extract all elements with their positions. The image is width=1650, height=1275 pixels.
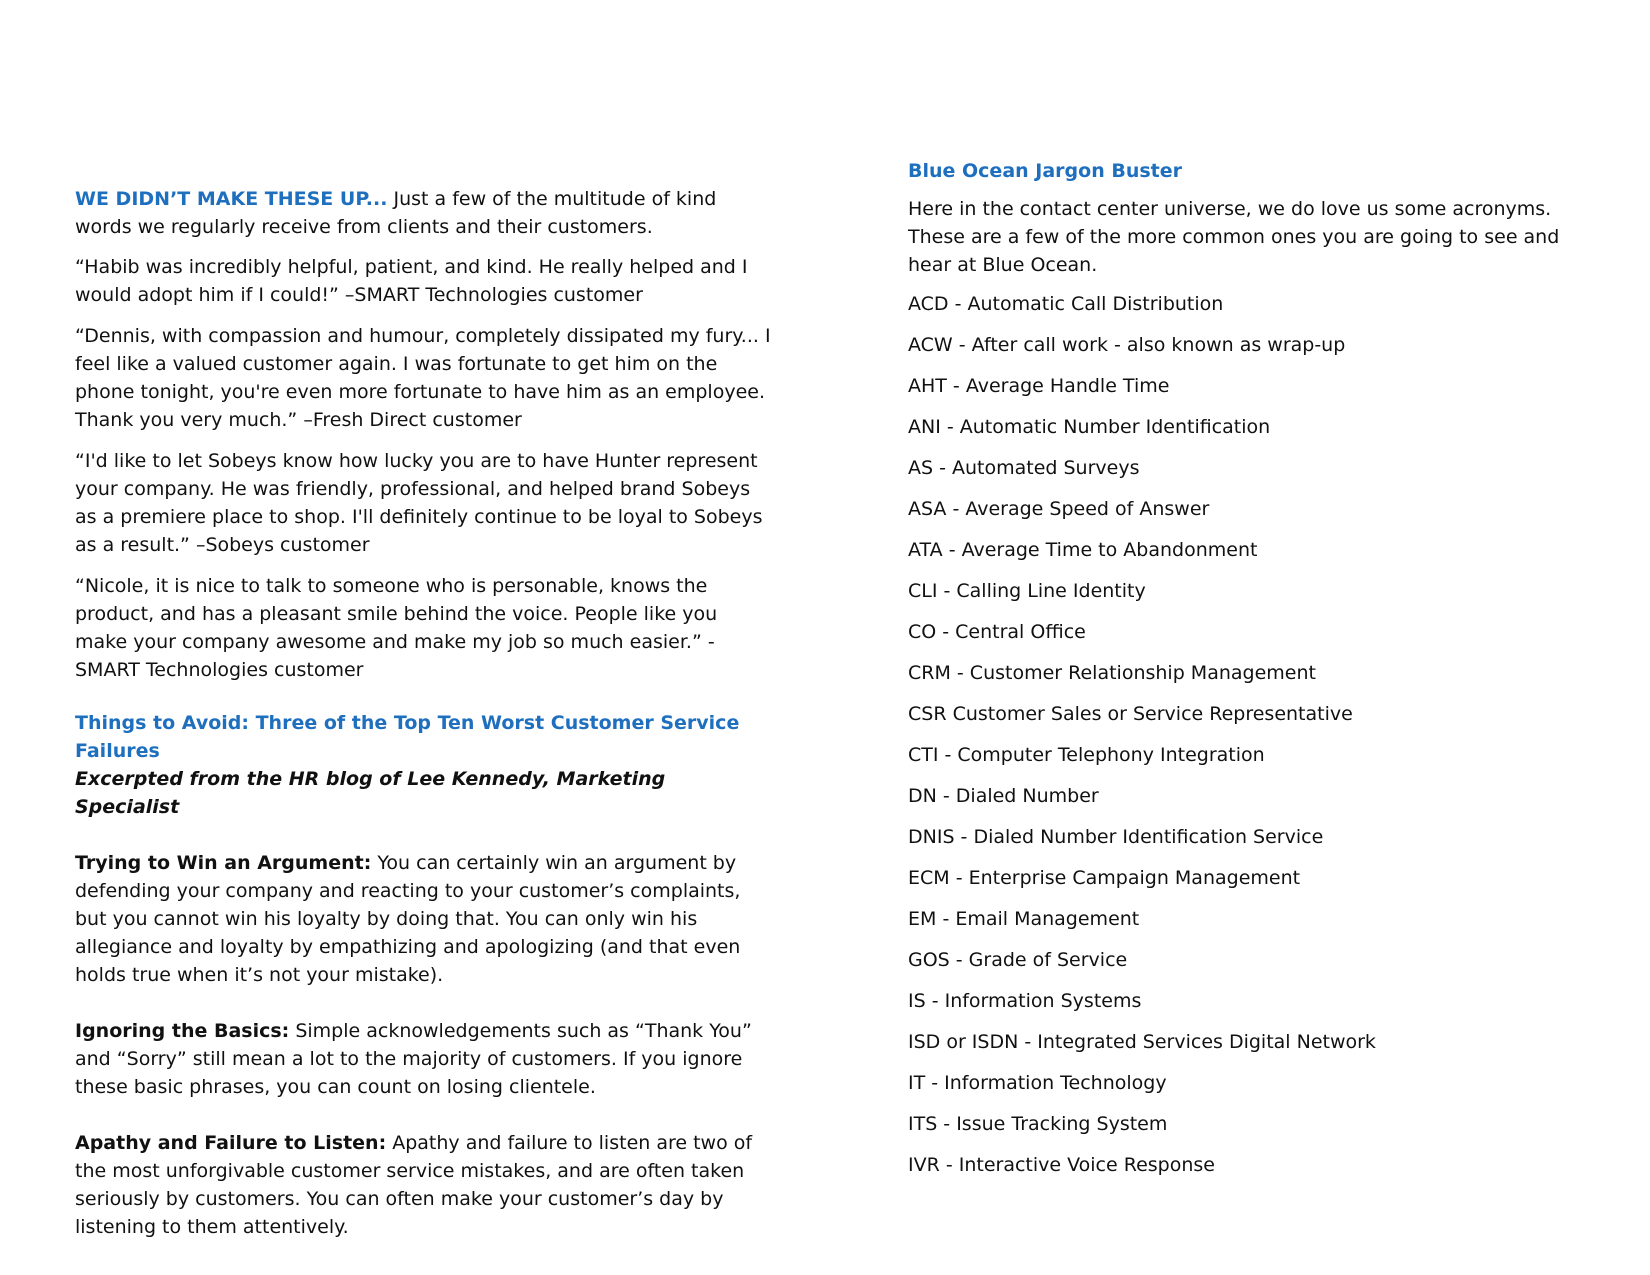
- acronym-item: CRM - Customer Relationship Management: [908, 662, 1316, 684]
- testimonial-quote: “Dennis, with compassion and humour, completely dissipated my fury... I feel like a valued customer again. I was fortunate to get him on the phone tonight, you're even more fortunate to have him as an employee. Thank you very much.” –Fresh Direct customer: [75, 325, 771, 431]
- avoid-heading: Things to Avoid: Three of the Top Ten Worst Customer Service Failures: [75, 712, 740, 762]
- failure-item-title: Trying to Win an Argument:: [75, 852, 372, 874]
- jargon-heading: Blue Ocean Jargon Buster: [908, 160, 1182, 182]
- failure-item-title: Apathy and Failure to Listen:: [75, 1132, 387, 1154]
- intro-paragraph: [75, 185, 775, 241]
- acronym-item: ITS - Issue Tracking System: [908, 1113, 1168, 1135]
- acronym-item: IT - Information Technology: [908, 1072, 1167, 1094]
- left-column: [75, 185, 775, 1241]
- acronym-item: CSR Customer Sales or Service Representative: [908, 703, 1353, 725]
- failure-item-title: Ignoring the Basics:: [75, 1020, 290, 1042]
- intro-text: Just a few of the multitude of kind words we regularly receive from clients and their customers.: [75, 188, 717, 238]
- acronym-item: ATA - Average Time to Abandonment: [908, 539, 1258, 561]
- failure-item: [75, 1017, 775, 1101]
- avoid-subheading: Excerpted from the HR blog of Lee Kennedy, Marketing Specialist: [75, 768, 666, 818]
- acronym-item: ISD or ISDN - Integrated Services Digital Network: [908, 1031, 1376, 1053]
- acronym-item: AS - Automated Surveys: [908, 457, 1140, 479]
- acronym-item: DN - Dialed Number: [908, 785, 1099, 807]
- testimonial-quote: “I'd like to let Sobeys know how lucky you are to have Hunter represent your company. He was friendly, professional, and helped brand Sobeys as a premiere place to shop. I'll definitely continue to be loyal to Sobeys as a result.” –Sobeys customer: [75, 450, 763, 556]
- acronym-item: IVR - Interactive Voice Response: [908, 1154, 1215, 1176]
- failure-item: [75, 849, 775, 989]
- acronym-item: IS - Information Systems: [908, 990, 1142, 1012]
- testimonial-quote: “Nicole, it is nice to talk to someone who is personable, knows the product, and has a pleasant smile behind the voice. People like you make your company awesome and make my job so much easier.” -SMART Technologies customer: [75, 575, 718, 681]
- acronym-item: CO - Central Office: [908, 621, 1086, 643]
- failure-item-text: You can certainly win an argument by defending your company and reacting to your customer’s complaints, but you cannot win his loyalty by doing that. You can only win his allegiance and loyalty by empathizing and apologizing (and that even holds true when it’s not your mistake).: [75, 852, 741, 986]
- acronym-item: ACD - Automatic Call Distribution: [908, 293, 1224, 315]
- failure-item-text: Apathy and failure to listen are two of the most unforgivable customer service mistakes, and are often taken seriously by customers. You can often make your customer’s day by listening to them attentively.: [75, 1132, 753, 1238]
- acronym-item: EM - Email Management: [908, 908, 1140, 930]
- acronym-item: GOS - Grade of Service: [908, 949, 1128, 971]
- right-column: [908, 157, 1588, 1192]
- intro-heading: WE DIDN’T MAKE THESE UP...: [75, 188, 388, 210]
- acronym-item: DNIS - Dialed Number Identification Service: [908, 826, 1324, 848]
- testimonial-quote: “Habib was incredibly helpful, patient, and kind. He really helped and I would adopt him if I could!” –SMART Technologies customer: [75, 256, 748, 306]
- acronym-item: ACW - After call work - also known as wrap-up: [908, 334, 1346, 356]
- acronym-item: ASA - Average Speed of Answer: [908, 498, 1210, 520]
- acronym-item: ECM - Enterprise Campaign Management: [908, 867, 1301, 889]
- failure-item-text: Simple acknowledgements such as “Thank You” and “Sorry” still mean a lot to the majority of customers. If you ignore these basic phrases, you can count on losing clientele.: [75, 1020, 752, 1098]
- acronym-item: ANI - Automatic Number Identification: [908, 416, 1271, 438]
- failure-item: [75, 1129, 775, 1241]
- acronym-item: CTI - Computer Telephony Integration: [908, 744, 1265, 766]
- acronym-item: AHT - Average Handle Time: [908, 375, 1170, 397]
- jargon-intro: Here in the contact center universe, we do love us some acronyms. These are a few of the more common ones you are going to see and hear at Blue Ocean.: [908, 198, 1560, 276]
- acronym-item: CLI - Calling Line Identity: [908, 580, 1146, 602]
- acronym-list: [908, 290, 1588, 1179]
